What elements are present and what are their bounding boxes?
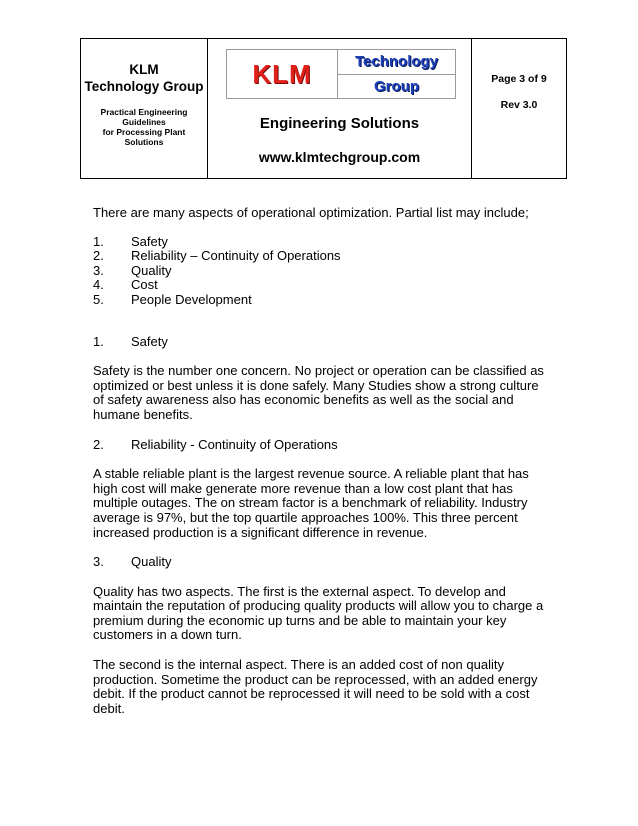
section-number: 2.: [93, 436, 104, 452]
section-heading-reliability: [93, 438, 553, 453]
list-item: [93, 235, 553, 250]
guidelines-line1: Practical Engineering: [100, 107, 188, 117]
logo-klm-block: [227, 50, 338, 98]
section-title: Safety: [131, 333, 168, 349]
klm-logo: [226, 49, 456, 99]
document-header: [80, 38, 567, 179]
revision: Rev 3.0: [500, 99, 538, 111]
logo-klm-text: KLM: [252, 58, 312, 89]
guidelines-title: [81, 107, 207, 147]
list-text: People Development: [131, 291, 252, 307]
company-name: [81, 61, 207, 95]
list-text: Quality: [131, 262, 172, 278]
guidelines-line2: Guidelines: [122, 117, 166, 127]
list-item: [93, 264, 553, 279]
company-name-line2: Technology Group: [84, 79, 204, 94]
list-number: 4.: [93, 277, 104, 293]
list-text: Reliability – Continuity of Operations: [131, 248, 341, 264]
list-number: 1.: [93, 233, 104, 249]
document-body: [93, 206, 553, 716]
header-company-cell: [81, 39, 208, 178]
header-logo-cell: [208, 39, 472, 178]
section-number: 3.: [93, 554, 104, 570]
logo-right-block: [338, 50, 455, 98]
reliability-paragraph: A stable reliable plant is the largest revenue source. A reliable plant that has high cost will make generate more revenue than a low cost plant that has multiple outages. The on stream factor is a benchmark of reliability. Industry average is 97%, but the top quartile approaches 100%. This three percent increased production is a significant difference in revenue.: [93, 466, 529, 540]
list-number: 5.: [93, 291, 104, 307]
quality-paragraph-internal: The second is the internal aspect. There is an added cost of non quality production. Sometime the product can be reprocessed, with an added energy debit. If the product cannot be reprocessed it will need to be sold with a cost debit.: [93, 657, 538, 716]
intro-paragraph: There are many aspects of operational optimization. Partial list may include;: [93, 205, 529, 220]
list-item: [93, 249, 553, 264]
guidelines-line3: for Processing Plant: [102, 127, 186, 137]
quality-paragraph-external: Quality has two aspects. The first is the external aspect. To develop and maintain the reputation of producing quality products will allow you to charge a premium during the economic up turns and be able to maintain your key customers in a down turn.: [93, 583, 544, 643]
page-number: Page 3 of 9: [491, 73, 547, 85]
list-number: 2.: [93, 248, 104, 264]
tagline: Engineering Solutions: [259, 115, 420, 132]
logo-group-text: Group: [374, 77, 419, 95]
list-item: [93, 278, 553, 293]
section-title: Reliability - Continuity of Operations: [131, 436, 338, 452]
list-item: [93, 293, 553, 308]
section-number: 1.: [93, 333, 104, 349]
list-number: 3.: [93, 262, 104, 278]
safety-paragraph: Safety is the number one concern. No project or operation can be classified as optimized or best unless it is done safely. Many Studies show a strong culture of safety awareness also has economic benefits as well as the social and humane benefits.: [93, 363, 544, 422]
section-title: Quality: [131, 554, 172, 570]
header-page-cell: [472, 39, 566, 178]
section-heading-safety: [93, 335, 553, 350]
list-text: Safety: [131, 233, 168, 249]
list-text: Cost: [131, 277, 158, 293]
website-url: www.klmtechgroup.com: [258, 149, 421, 165]
company-name-line1: KLM: [129, 62, 159, 77]
aspects-list: [93, 235, 553, 308]
guidelines-line4: Solutions: [124, 137, 164, 147]
logo-technology-text: Technology: [338, 50, 455, 75]
section-heading-quality: [93, 555, 553, 570]
